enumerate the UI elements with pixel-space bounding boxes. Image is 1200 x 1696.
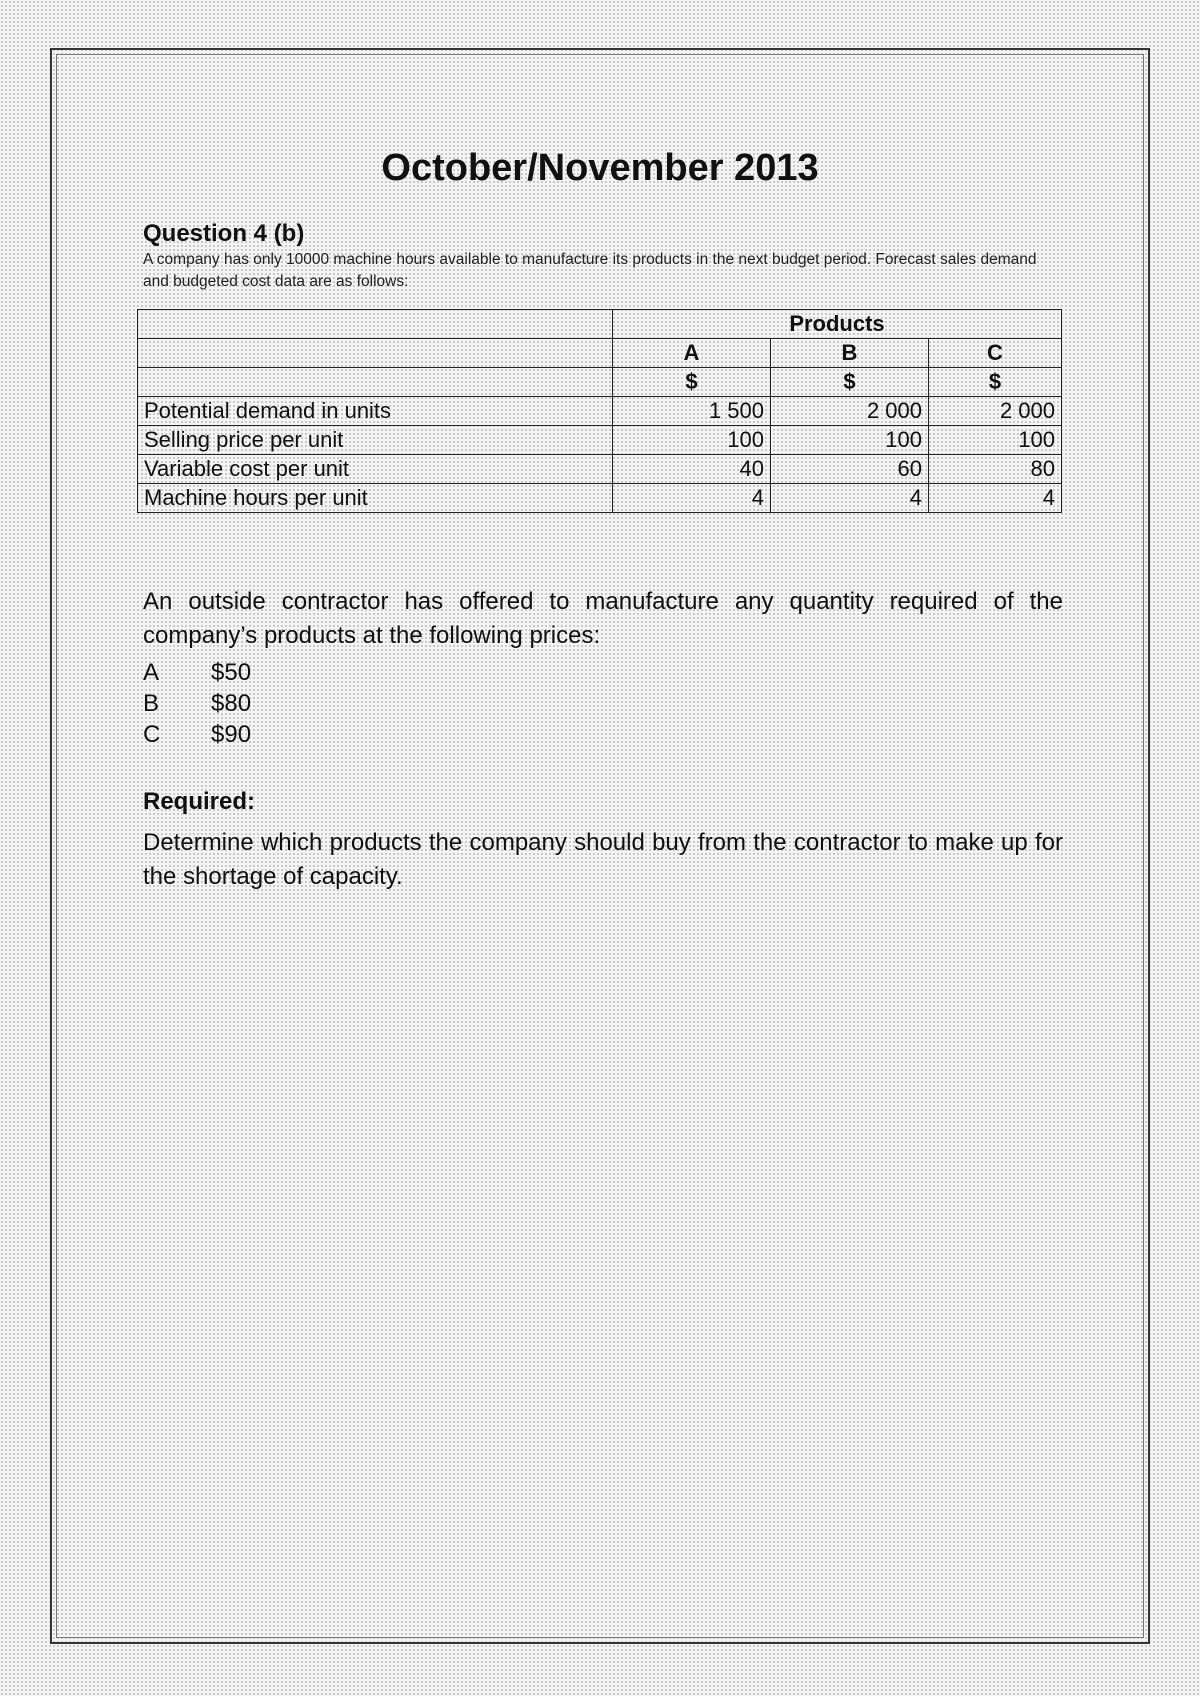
price-product: C	[143, 721, 161, 748]
table-row	[138, 484, 1062, 513]
table-header-row	[138, 310, 1062, 339]
contractor-price-list	[143, 657, 251, 750]
question-heading: Question 4 (b)	[143, 220, 305, 247]
price-product: B	[143, 690, 160, 717]
table-empty-cell	[138, 339, 613, 368]
table-row	[138, 426, 1062, 455]
product-header-c: C	[929, 339, 1062, 368]
cell-value: 40	[613, 455, 771, 484]
product-header-a: A	[613, 339, 771, 368]
cell-value: 2 000	[929, 397, 1062, 426]
cell-value: 60	[771, 455, 929, 484]
currency-cell-a: $	[613, 368, 771, 397]
table-row	[138, 397, 1062, 426]
product-header-b: B	[771, 339, 929, 368]
cell-value: 100	[929, 426, 1062, 455]
currency-cell-c: $	[929, 368, 1062, 397]
table-row	[138, 455, 1062, 484]
required-heading: Required:	[143, 788, 256, 815]
table-empty-cell	[138, 368, 613, 397]
table-corner-cell	[138, 310, 613, 339]
row-label: Variable cost per unit	[138, 455, 613, 484]
currency-cell-b: $	[771, 368, 929, 397]
required-text: Determine which products the company should buy from the contractor to make up for the shortage of capacity.	[143, 829, 1063, 890]
cell-value: 100	[771, 426, 929, 455]
price-value: $80	[211, 690, 252, 717]
price-row-b	[143, 688, 251, 719]
price-value: $50	[211, 659, 252, 686]
page-title: October/November 2013	[381, 147, 819, 189]
cell-value: 100	[613, 426, 771, 455]
cell-value: 4	[613, 484, 771, 513]
cell-value: 1 500	[613, 397, 771, 426]
row-label: Selling price per unit	[138, 426, 613, 455]
price-row-a	[143, 657, 251, 688]
products-table	[137, 309, 1062, 513]
price-product: A	[143, 659, 160, 686]
products-group-header: Products	[613, 310, 1062, 339]
price-value: $90	[211, 721, 252, 748]
cell-value: 4	[771, 484, 929, 513]
cell-value: 2 000	[771, 397, 929, 426]
table-currency-row	[138, 368, 1062, 397]
row-label: Machine hours per unit	[138, 484, 613, 513]
contractor-offer-text: An outside contractor has offered to manufacture any quantity required of the company’s products at the following prices:	[143, 588, 1063, 649]
document-page	[50, 48, 1150, 1644]
cell-value: 4	[929, 484, 1062, 513]
cell-value: 80	[929, 455, 1062, 484]
price-row-c	[143, 719, 251, 750]
row-label: Potential demand in units	[138, 397, 613, 426]
table-product-row	[138, 339, 1062, 368]
question-intro: A company has only 10000 machine hours available to manufacture its products in the next budget period. Forecast sales demand and budgeted cost data are as follows:	[143, 251, 1037, 290]
